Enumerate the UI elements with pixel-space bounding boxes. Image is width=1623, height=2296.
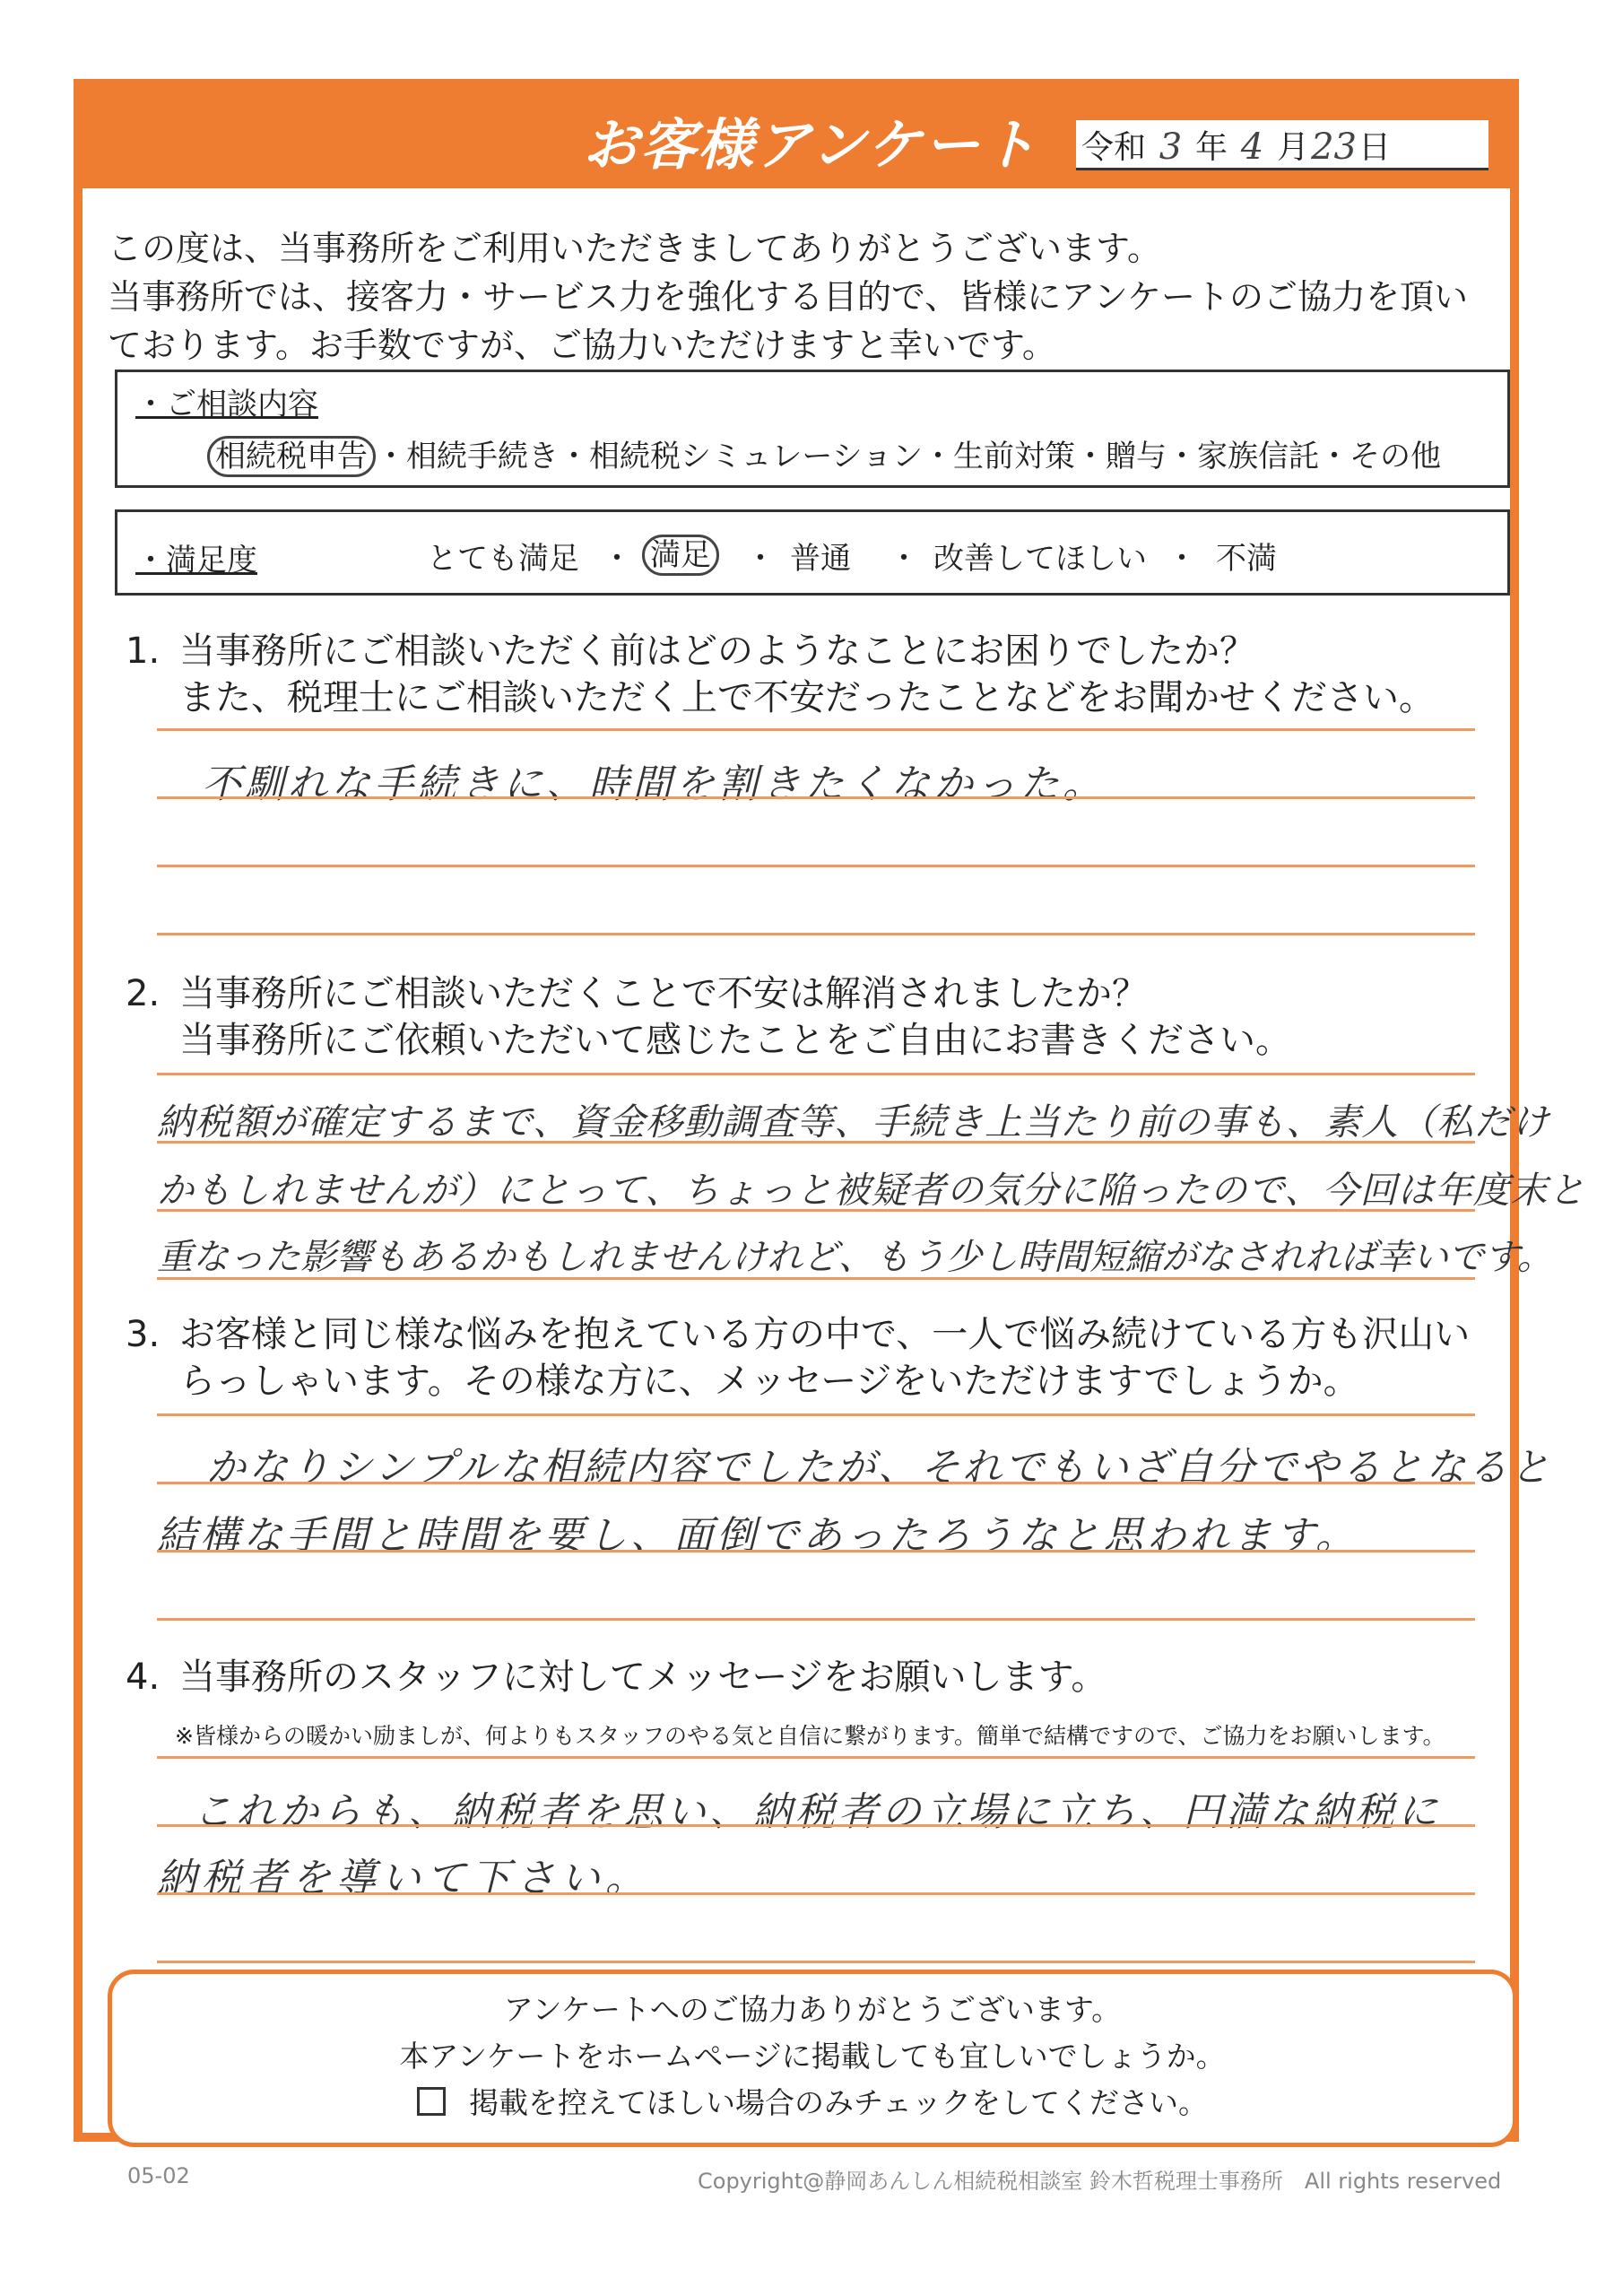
separator: ・	[889, 541, 919, 577]
answer-2-line: 重なった影響もあるかもしれませんけれど、もう少し時間短縮がなされれば幸いです。	[157, 1237, 1553, 1278]
question-line: また、税理士にご相談いただく上で不安だったことなどをお聞かせください。	[179, 677, 1435, 718]
answer-rule	[157, 1618, 1475, 1621]
answer-rule	[157, 1961, 1475, 1963]
answer-rule	[157, 1482, 1475, 1484]
date-era: 令和	[1081, 129, 1147, 166]
consult-box	[115, 370, 1510, 488]
answer-rule	[157, 1413, 1475, 1416]
satisfaction-label: ・満足度	[135, 543, 257, 578]
date-month: 4	[1240, 126, 1264, 168]
answer-4-line: これからも、納税者を思い、納税者の立場に立ち、円満な納税に	[193, 1789, 1441, 1835]
date-month-unit: 月	[1277, 129, 1310, 166]
answer-rule	[157, 796, 1475, 799]
satisfaction-box	[115, 509, 1510, 596]
date-day: 23	[1311, 126, 1357, 168]
answer-rule	[157, 933, 1475, 935]
consult-label: ・ご相談内容	[135, 387, 318, 422]
form-code: 05-02	[127, 2163, 190, 2188]
intro-line: ております。お手数ですが、ご協力いただけますと幸いです。	[108, 326, 1056, 365]
answer-3-line: かなりシンプルな相続内容でしたが、それでもいざ自分でやるとなると	[206, 1445, 1553, 1491]
answer-rule	[157, 1824, 1475, 1827]
answer-rule	[157, 1209, 1475, 1212]
question-line: 当事務所にご相談いただく前はどのようなことにお困りでしたか？	[179, 631, 1255, 672]
question-text	[179, 970, 1578, 1064]
answer-4-line: 納税者を導いて下さい。	[157, 1856, 650, 1901]
question-text	[179, 1311, 1578, 1405]
satisfaction-option[interactable]: 普通	[790, 541, 851, 577]
answer-3-line: 結構な手間と時間を要し、面倒であったろうなと思われます。	[157, 1513, 1359, 1559]
question-line: 当事務所にご依頼いただいて感じたことをご自由にお書きください。	[179, 1020, 1291, 1061]
answer-2-line: かもしれませんが）にとって、ちょっと被疑者の気分に陥ったので、今回は年度末と	[157, 1169, 1586, 1212]
question-line: 当事務所のスタッフに対してメッセージをお願いします。	[179, 1657, 1107, 1698]
question-4-note: ※皆様からの暖かい励ましが、何よりもスタッフのやる気と自信に繋がります。簡単で結構ですので、ご協力をお願いします。	[175, 1723, 1445, 1749]
consult-options	[207, 431, 1441, 475]
answer-rule	[157, 865, 1475, 867]
satisfaction-option[interactable]: 改善してほしい	[933, 541, 1147, 577]
question-line: お客様と同じ様な悩みを抱えている方の中で、一人で悩み続けている方も沢山い	[179, 1314, 1471, 1355]
question-number: 2.	[126, 973, 161, 1014]
copyright: Copyright@静岡あんしん相続税相談室 鈴木哲税理士事務所 All rights reserved	[698, 2169, 1502, 2194]
separator: ・	[745, 541, 776, 577]
question-number: 1.	[126, 631, 161, 672]
satisfaction-selected-label: 満足	[642, 535, 719, 576]
answer-rule	[157, 1892, 1475, 1895]
question-number: 4.	[126, 1657, 161, 1698]
question-text	[179, 1654, 1578, 1700]
satisfaction-option-selected[interactable]	[642, 530, 719, 574]
answer-rule	[157, 1277, 1475, 1280]
separator: ・	[602, 541, 632, 577]
consult-option-selected[interactable]: 相続税申告	[207, 436, 376, 477]
optout-checkbox[interactable]	[417, 2087, 446, 2116]
thanks-line: アンケートへのご協力ありがとうございます。	[503, 1992, 1122, 2027]
question-line: らっしゃいます。その様な方に、メッセージをいただけますでしょうか。	[179, 1361, 1359, 1402]
answer-rule	[157, 1550, 1475, 1552]
answer-rule	[157, 1756, 1475, 1759]
date-day-unit: 日	[1358, 129, 1392, 166]
question-text	[179, 628, 1578, 721]
separator: ・	[1167, 541, 1197, 577]
date-year-unit: 年	[1195, 129, 1228, 166]
answer-1-line: 不馴れな手続きに、時間を割きたくなかった。	[202, 761, 1106, 807]
survey-title: お客様アンケート	[583, 112, 1039, 178]
date-field	[1076, 120, 1488, 170]
satisfaction-option[interactable]: 不満	[1216, 541, 1277, 577]
answer-rule	[157, 728, 1475, 731]
thanks-line: 本アンケートをホームページに掲載しても宜しいでしょうか。	[399, 2039, 1226, 2074]
thanks-box	[108, 1970, 1517, 2147]
answer-rule	[157, 1073, 1475, 1075]
answer-2-line: 納税額が確定するまで、資金移動調査等、手続き上当たり前の事も、素人（私だけ	[157, 1100, 1550, 1144]
intro-line: 当事務所では、接客力・サービス力を強化する目的で、皆様にアンケートのご協力を頂い	[108, 277, 1468, 317]
date-year: 3	[1159, 126, 1183, 168]
satisfaction-option[interactable]: とても満足	[427, 541, 579, 577]
question-number: 3.	[126, 1314, 161, 1355]
consult-option-rest[interactable]: ・相続手続き・相続税シミュレーション・生前対策・贈与・家族信託・その他	[376, 439, 1441, 474]
question-line: 当事務所にご相談いただくことで不安は解消されましたか？	[179, 973, 1148, 1014]
optout-label: 掲載を控えてほしい場合のみチェックをしてください。	[468, 2085, 1208, 2120]
intro-line: この度は、当事務所をご利用いただきましてありがとうございます。	[108, 229, 1161, 268]
intro-text	[108, 224, 1524, 370]
answer-rule	[157, 1141, 1475, 1144]
publish-optout[interactable]	[112, 2080, 1513, 2126]
